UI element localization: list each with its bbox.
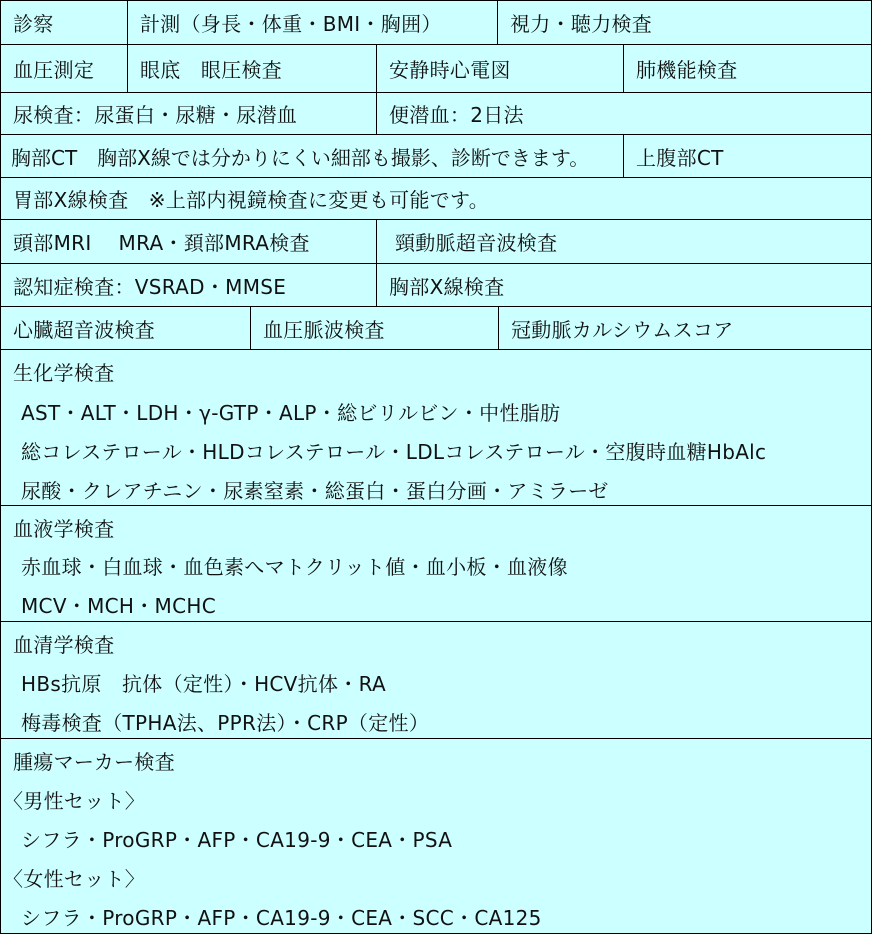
table-cell: 診察 [13, 12, 54, 36]
table-cell: 心臓超音波検査 [13, 317, 156, 342]
table-cell: 眼底 眼圧検査 [127, 45, 376, 92]
table-cell: 安静時心電図 [376, 45, 623, 92]
section-line: 尿酸・クレアチニン・尿素窒素・総蛋白・蛋白分画・アミラーゼ [21, 479, 609, 503]
section-line: MCV・MCH・MCHC [21, 594, 216, 618]
table-cell: 肺機能検査 [623, 45, 871, 92]
table-row [1, 1, 871, 45]
section-line: 赤血球・白血球・血色素へマトクリット値・血小板・血液像 [21, 555, 568, 579]
male-set-label: 〈男性セット〉 [3, 789, 146, 813]
table-cell: 視力・聴力検査 [497, 1, 871, 44]
table-cell: 胃部X線検査 ※上部内視鏡検査に変更も可能です。 [13, 188, 490, 212]
section-biochemistry [1, 350, 871, 506]
table-cell: 血圧測定 [13, 58, 95, 82]
table-row [1, 93, 871, 135]
table-cell: 頭部MRI MRA・頚部MRA検査 [13, 231, 310, 255]
section-line: 総コレステロール・HLDコレステロール・LDLコレステロール・空腹時血糖HbAlc [21, 440, 767, 464]
section-serology [1, 622, 871, 739]
table-row [1, 264, 871, 307]
section-title: 生化学検査 [13, 361, 115, 385]
section-title: 血液学検査 [13, 517, 115, 541]
female-set-label: 〈女性セット〉 [3, 867, 146, 891]
table-row [1, 307, 871, 350]
table-cell: 胸部X線検査 [376, 264, 871, 306]
section-title: 腫瘍マーカー検査 [13, 750, 175, 774]
table-cell: 上腹部CT [623, 135, 871, 177]
section-line: AST・ALT・LDH・γ-GTP・ALP・総ビリルビン・中性脂肪 [21, 401, 561, 425]
table-row [1, 135, 871, 178]
section-line: 梅毒検査（TPHA法、PPR法）・CRP（定性） [21, 711, 430, 735]
section-hematology [1, 506, 871, 622]
male-set-items: シフラ・ProGRP・AFP・CA19-9・CEA・PSA [21, 828, 453, 852]
table-cell: 認知症検査：VSRAD・MMSE [13, 274, 287, 299]
table-row [1, 45, 871, 93]
table-row [1, 220, 871, 264]
section-tumor-markers [1, 739, 871, 933]
section-line: HBs抗原 抗体（定性）・HCV抗体・RA [21, 672, 386, 696]
section-title: 血清学検査 [13, 633, 115, 657]
table-cell: 冠動脈カルシウムスコア [498, 307, 871, 349]
table-cell: 便潜血：2日法 [376, 93, 871, 134]
table-cell: 尿検査：尿蛋白・尿糖・尿潜血 [13, 103, 298, 127]
table-cell: 頸動脈超音波検査 [376, 220, 871, 263]
table-row [1, 178, 871, 220]
table-cell: 計測（身長・体重・BMI・胸囲） [127, 1, 497, 44]
female-set-items: シフラ・ProGRP・AFP・CA19-9・CEA・SCC・CA125 [21, 906, 542, 930]
table-cell: 胸部CT 胸部X線では分かりにくい細部も撮影、診断できます。 [11, 145, 590, 170]
table-cell: 血圧脈波検査 [250, 307, 498, 349]
